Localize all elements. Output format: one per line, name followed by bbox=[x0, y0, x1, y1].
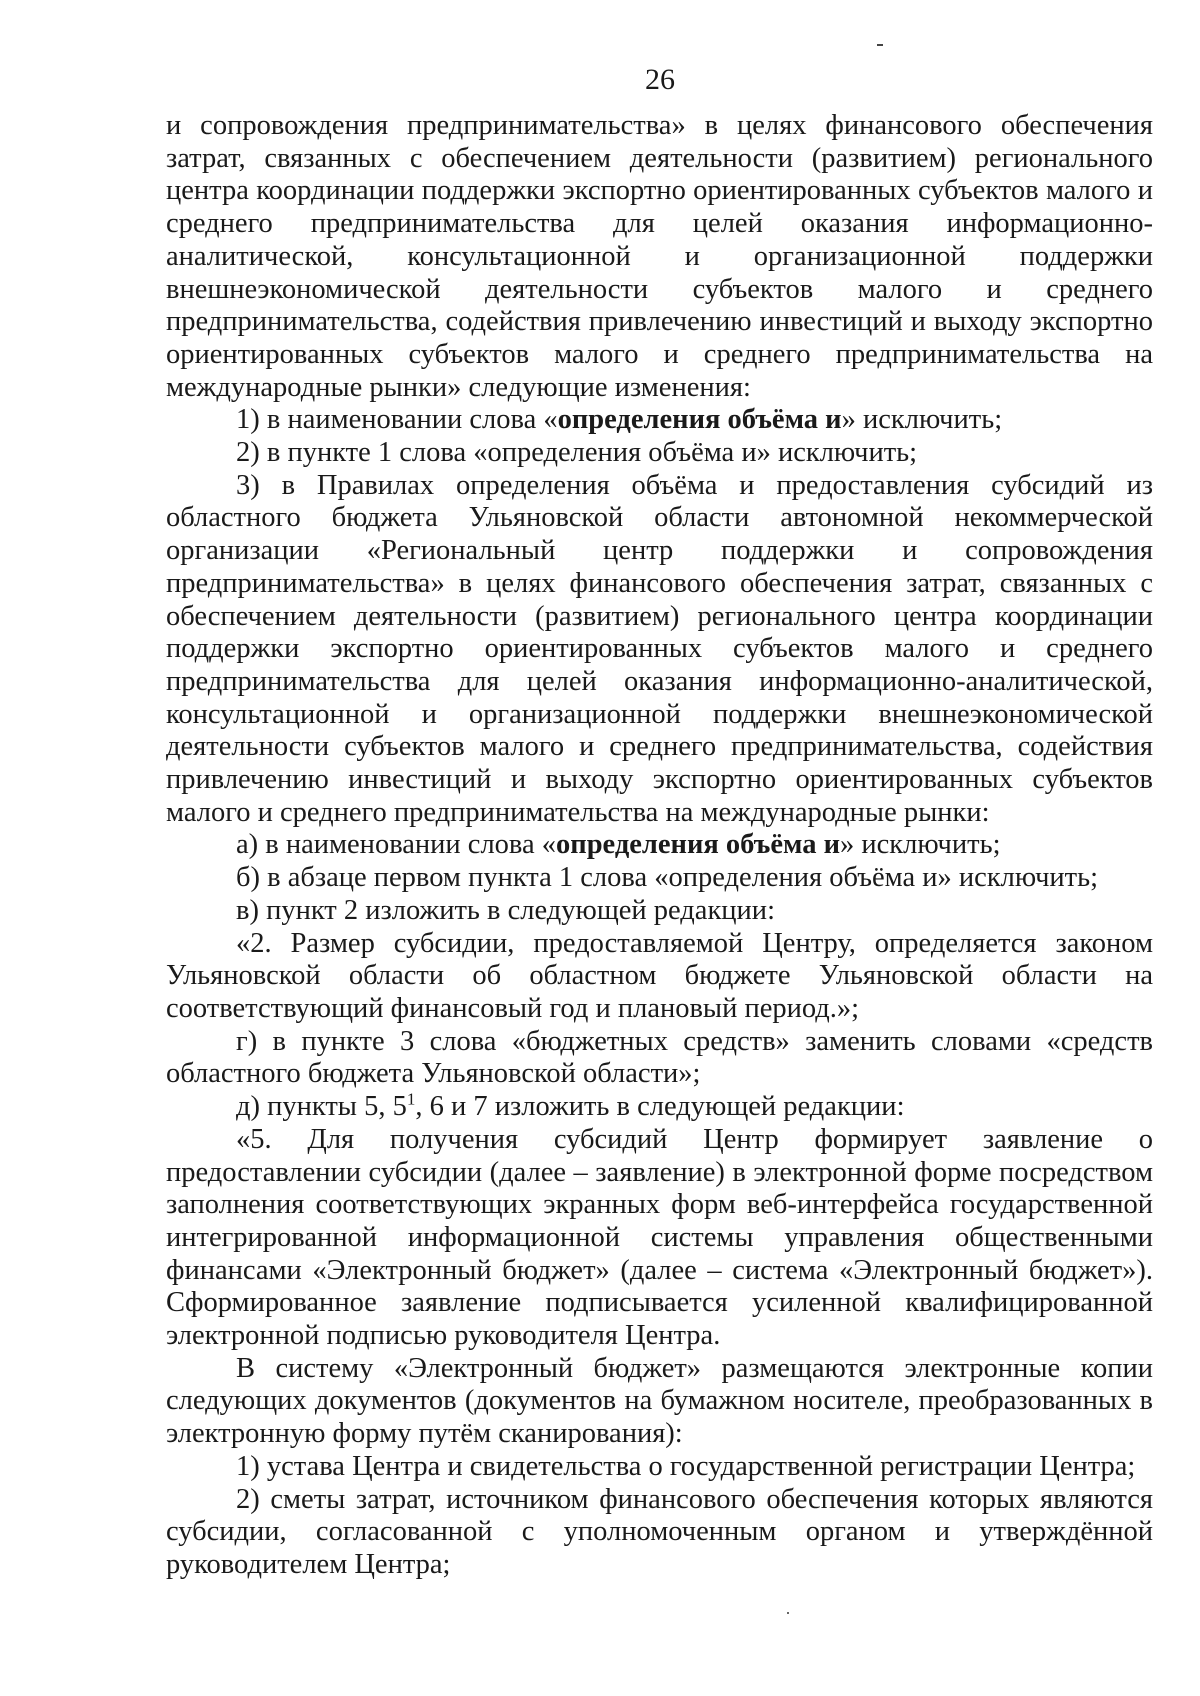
paragraph bbox=[166, 1091, 1153, 1124]
paragraph: г) в пункте 3 слова «бюджетных средств» заменить словами «средств областного бюджета Ульяновской области»; bbox=[166, 1025, 1153, 1090]
text-run: » исключить; bbox=[840, 829, 1001, 861]
text-run: » исключить; bbox=[841, 404, 1003, 436]
paragraph: «2. Размер субсидии, предоставляемой Центру, определяется законом Ульяновской области об областном бюджете Ульяновской области на соответствующий финансовый год и плановый период.»; bbox=[166, 927, 1153, 1024]
superscript: 1 bbox=[406, 1089, 416, 1109]
bold-text: определения объёма и bbox=[556, 829, 840, 861]
scan-mark bbox=[787, 1612, 789, 1614]
paragraph: 2) в пункте 1 слова «определения объёма и» исключить; bbox=[236, 437, 918, 469]
document-body bbox=[166, 110, 1153, 1582]
text-run: 1) в наименовании слова « bbox=[236, 404, 558, 436]
paragraph: 3) в Правилах определения объёма и предоставления субсидий из областного бюджета Ульяновской области автономной некоммерческой организации «Региональный центр поддержки и сопровождения предпринимательства» в целях финансового обеспечения затрат, связанных с обеспечением деятельности (развитием) регионального центра координации поддержки экспортно ориентированных субъектов малого и среднего предпринимательства для целей оказания информационно-аналитической, консультационной и организационной поддержки внешнеэкономической деятельности субъектов малого и среднего предпринимательства, содействия привлечению инвестиций и выходу экспортно ориентированных субъектов малого и среднего предпринимательства на международные рынки: bbox=[166, 469, 1153, 828]
text-run: а) в наименовании слова « bbox=[236, 829, 557, 861]
paragraph: 1) устава Центра и свидетельства о государственной регистрации Центра; bbox=[236, 1450, 1136, 1482]
paragraph: 2) сметы затрат, источником финансового обеспечения которых являются субсидии, согласованной с уполномоченным органом и утверждённой руководителем Центра; bbox=[166, 1483, 1153, 1580]
scan-mark bbox=[877, 44, 883, 46]
paragraph bbox=[166, 829, 1153, 862]
text-run: , 6 и 7 изложить в следующей редакции: bbox=[415, 1091, 905, 1123]
paragraph: В систему «Электронный бюджет» размещаются электронные копии следующих документов (документов на бумажном носителе, преобразованных в электронную форму путём сканирования): bbox=[166, 1352, 1153, 1450]
paragraph: б) в абзаце первом пункта 1 слова «определения объёма и» исключить; bbox=[236, 862, 1099, 894]
paragraph: и сопровождения предпринимательства» в целях финансового обеспечения затрат, связанных с обеспечением деятельности (развитием) регионального центра координации поддержки экспортно ориентированных субъектов малого и среднего предпринимательства для целей оказания информационно-аналитической, консультационной и организационной поддержки внешнеэкономической деятельности субъектов малого и среднего предпринимательства, содействия привлечению инвестиций и выходу экспортно ориентированных субъектов малого и среднего предпринимательства на международные рынки» следующие изменения: bbox=[166, 110, 1153, 403]
paragraph: в) пункт 2 изложить в следующей редакции: bbox=[236, 894, 775, 926]
text-run: д) пункты 5, 5 bbox=[236, 1091, 407, 1123]
bold-text: определения объёма и bbox=[557, 404, 842, 436]
page-number: 26 bbox=[645, 63, 675, 96]
paragraph bbox=[166, 404, 1153, 437]
paragraph: «5. Для получения субсидий Центр формирует заявление о предоставлении субсидии (далее – заявление) в электронной форме посредством заполнения соответствующих экранных форм веб-интерфейса государственной интегрированной информационной системы управления общественными финансами «Электронный бюджет» (далее – система «Электронный бюджет»). Сформированное заявление подписывается усиленной квалифицированной электронной подписью руководителя Центра. bbox=[166, 1123, 1153, 1352]
